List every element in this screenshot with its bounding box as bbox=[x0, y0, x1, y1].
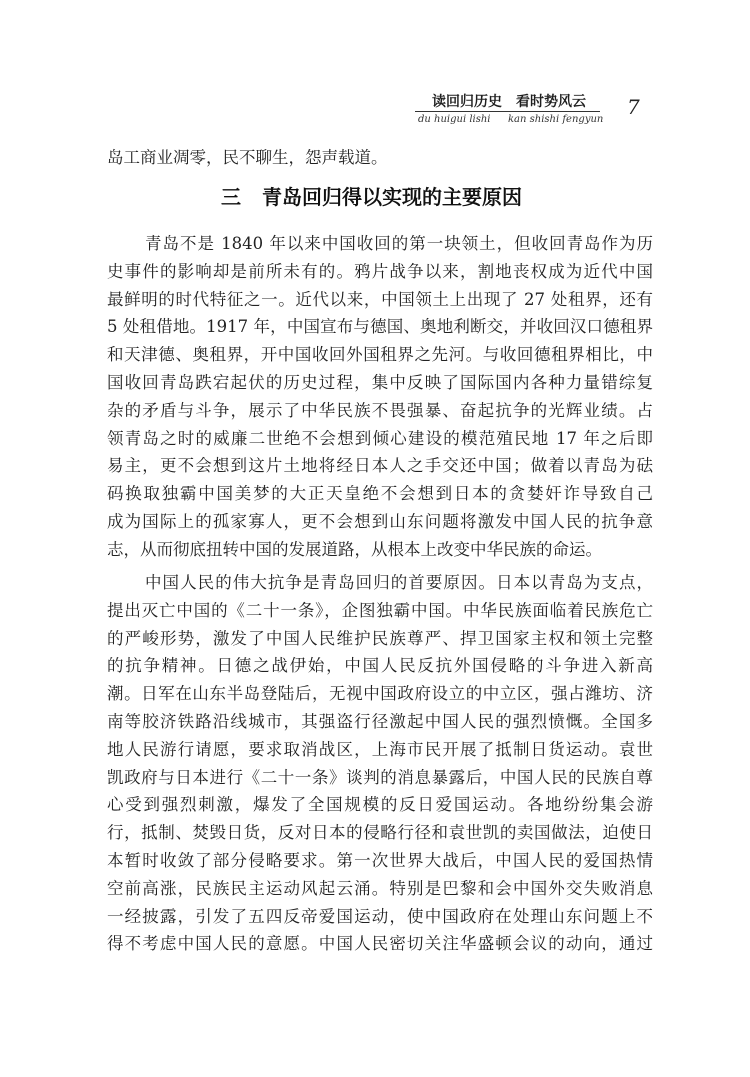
text-line: 心受到强烈刺激，爆发了全国规模的反日爱国运动。各地纷纷集会游 bbox=[107, 795, 653, 815]
text-line: 本暂时收敛了部分侵略要求。第一次世界大战后，中国人民的爱国热情 bbox=[107, 850, 653, 870]
text-line: 青岛不是 1840 年以来中国收回的第一块领土，但收回青岛作为历 bbox=[145, 234, 653, 253]
text-line: 一经披露，引发了五四反帝爱国运动，使中国政府在处理山东问题上不 bbox=[107, 906, 653, 926]
text-line: 和天津德、奥租界，开中国收回外国租界之先河。与收回德租界相比，中 bbox=[107, 345, 653, 365]
text-line: 志，从而彻底扭转中国的发展道路，从根本上改变中华民族的命运。 bbox=[107, 539, 602, 559]
section-title: 青岛回归得以实现的主要原因 bbox=[262, 185, 522, 209]
paragraph-1 bbox=[107, 230, 653, 564]
text-line: 国收回青岛跌宕起伏的历史过程，集中反映了国际国内各种力量错综复 bbox=[107, 372, 653, 392]
text-line: 凯政府与日本进行《二十一条》谈判的消息暴露后，中国人民的民族自尊 bbox=[107, 767, 653, 787]
text-line: 中国人民的伟大抗争是青岛回归的首要原因。日本以青岛为支点， bbox=[145, 573, 653, 592]
header-rule bbox=[415, 111, 600, 112]
running-header-pinyin-left: du huigui lishi bbox=[418, 114, 491, 125]
text-line: 空前高涨，民族民主运动风起云涌。特别是巴黎和会中国外交失败消息 bbox=[107, 878, 653, 898]
text-line: 的抗争精神。日德之战伊始，中国人民反抗外国侵略的斗争进入新高 bbox=[107, 656, 653, 676]
text-line: 得不考虑中国人民的意愿。中国人民密切关注华盛顿会议的动向，通过 bbox=[107, 934, 653, 954]
text-line: 最鲜明的时代特征之一。近代以来，中国领土上出现了 27 处租界，还有 bbox=[107, 289, 653, 309]
running-header-title-right: 看时势风云 bbox=[516, 94, 586, 110]
text-line: 行，抵制、焚毁日货，反对日本的侵略行径和袁世凯的卖国做法，迫使日 bbox=[107, 823, 653, 843]
text-line: 史事件的影响却是前所未有的。鸦片战争以来，割地丧权成为近代中国 bbox=[107, 261, 653, 281]
section-number: 三 bbox=[221, 185, 241, 209]
page-number: 7 bbox=[627, 95, 640, 119]
text-line: 南等胶济铁路沿线城市，其强盗行径激起中国人民的强烈愤慨。全国多 bbox=[107, 711, 653, 731]
text-line: 杂的矛盾与斗争，展示了中华民族不畏强暴、奋起抗争的光辉业绩。占 bbox=[107, 400, 653, 420]
running-header-pinyin-right: kan shishi fengyun bbox=[508, 114, 604, 125]
text-line: 易主，更不会想到这片土地将经日本人之手交还中国；做着以青岛为砝 bbox=[107, 456, 653, 476]
text-line: 潮。日军在山东半岛登陆后，无视中国政府设立的中立区，强占潍坊、济 bbox=[107, 684, 653, 704]
text-line: 地人民游行请愿，要求取消战区，上海市民开展了抵制日货运动。袁世 bbox=[107, 739, 653, 759]
paragraph-2 bbox=[107, 569, 653, 958]
text-line: 的严峻形势，激发了中国人民维护民族尊严、捍卫国家主权和领土完整 bbox=[107, 628, 653, 648]
text-line: 5 处租借地。1917 年，中国宣布与德国、奥地利断交，并收回汉口德租界 bbox=[107, 317, 653, 337]
text-line: 领青岛之时的威廉二世绝不会想到倾心建设的模范殖民地 17 年之后即 bbox=[107, 428, 653, 448]
continued-text-line: 岛工商业凋零，民不聊生，怨声载道。 bbox=[107, 148, 388, 167]
text-line: 成为国际上的孤家寡人，更不会想到山东问题将激发中国人民的抗争意 bbox=[107, 511, 653, 531]
text-line: 提出灭亡中国的《二十一条》，企图独霸中国。中华民族面临着民族危亡 bbox=[107, 600, 653, 620]
running-header-title-left: 读回归历史 bbox=[432, 94, 502, 110]
text-line: 码换取独霸中国美梦的大正天皇绝不会想到日本的贪婪奸诈导致自己 bbox=[107, 484, 653, 504]
